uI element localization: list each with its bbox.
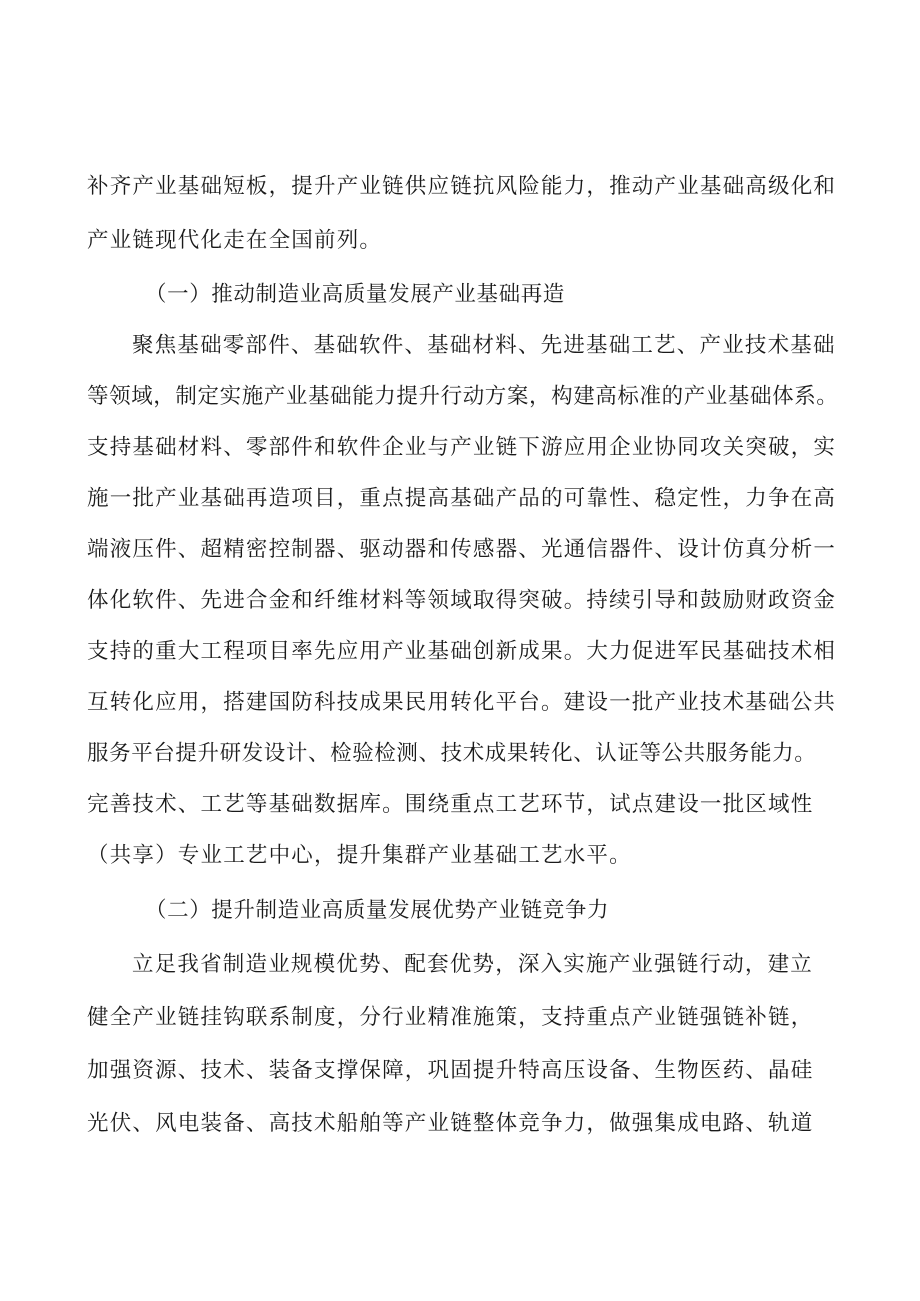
- paragraph-line: 服务平台提升研发设计、检验检测、技术成果转化、认证等公共服务能力。: [87, 741, 817, 766]
- paragraph-line: 聚焦基础零部件、基础软件、基础材料、先进基础工艺、产业技术基础: [132, 333, 836, 358]
- paragraph-line: 立足我省制造业规模优势、配套优势，深入实施产业强链行动，建立: [132, 952, 814, 977]
- section-heading: （一）推动制造业高质量发展产业基础再造: [145, 282, 565, 307]
- section-heading: （二）提升制造业高质量发展优势产业链竞争力: [145, 898, 610, 923]
- paragraph-line: （共享）专业工艺中心，提升集群产业基础工艺水平。: [87, 843, 632, 868]
- paragraph-line: 互转化应用，搭建国防科技成果民用转化平台。建设一批产业技术基础公共: [87, 690, 837, 715]
- paragraph-line: 体化软件、先进合金和纤维材料等领域取得突破。持续引导和鼓励财政资金: [87, 588, 837, 613]
- paragraph-line: 加强资源、技术、装备支撑保障，巩固提升特高压设备、生物医药、晶硅: [87, 1058, 814, 1083]
- paragraph-line: 支持基础材料、零部件和软件企业与产业链下游应用企业协同攻关突破，实: [87, 435, 837, 460]
- paragraph-line: 健全产业链挂钩联系制度，分行业精准施策，支持重点产业链强链补链，: [87, 1005, 814, 1030]
- paragraph-line: 端液压件、超精密控制器、驱动器和传感器、光通信器件、设计仿真分析一: [87, 537, 837, 562]
- paragraph-line: 支持的重大工程项目率先应用产业基础创新成果。大力促进军民基础技术相: [87, 639, 837, 664]
- paragraph-line: 光伏、风电装备、高技术船舶等产业链整体竞争力，做强集成电路、轨道: [87, 1111, 814, 1136]
- paragraph-line: 产业链现代化走在全国前列。: [87, 228, 383, 253]
- paragraph-line: 施一批产业基础再造项目，重点提高基础产品的可靠性、稳定性，力争在高: [87, 486, 837, 511]
- paragraph-line: 完善技术、工艺等基础数据库。围绕重点工艺环节，试点建设一批区域性: [87, 792, 814, 817]
- paragraph-line: 补齐产业基础短板，提升产业链供应链抗风险能力，推动产业基础高级化和: [87, 174, 837, 199]
- paragraph-line: 等领域，制定实施产业基础能力提升行动方案，构建高标准的产业基础体系。: [87, 384, 839, 409]
